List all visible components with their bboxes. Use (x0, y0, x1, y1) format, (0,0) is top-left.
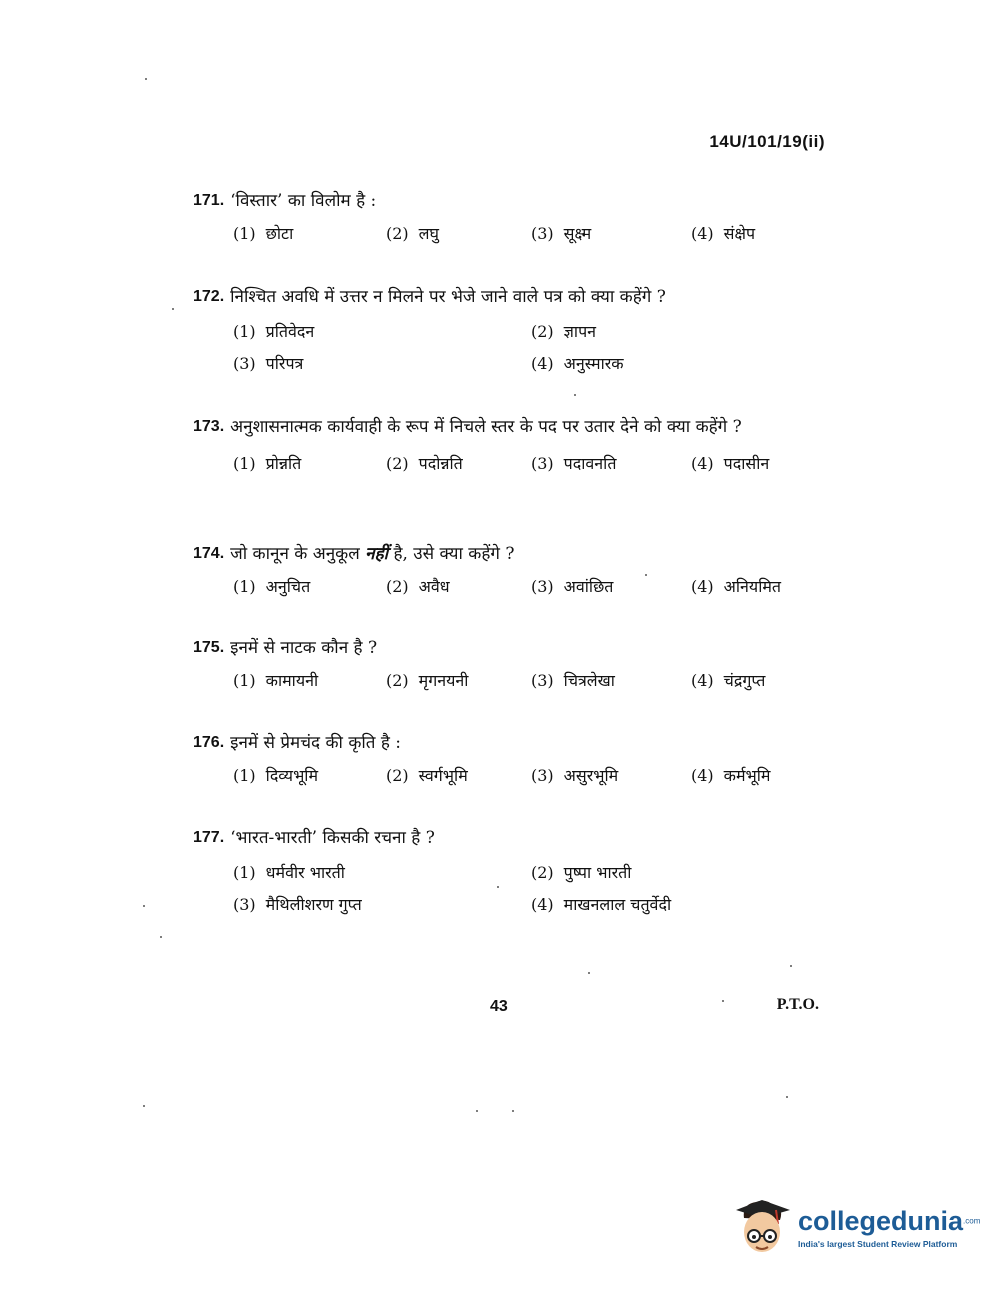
question-text: निश्चित अवधि में उत्तर न मिलने पर भेजे जाने वाले पत्र को क्या कहेंगे ? (230, 287, 666, 307)
option-4: (4) पदासीन (691, 454, 770, 473)
question-176 (193, 728, 833, 786)
scan-speck (574, 394, 576, 396)
option-3: (3) असुरभूमि (531, 766, 619, 785)
question-number: 175. (193, 639, 225, 656)
option-1: (1) प्रोन्नति (233, 454, 302, 473)
scan-speck (645, 574, 647, 576)
option-1: (1) कामायनी (233, 671, 319, 690)
option-4: (4) अनियमित (691, 577, 782, 596)
scan-speck (172, 308, 174, 310)
option-3: (3) चित्रलेखा (531, 671, 615, 690)
options (193, 861, 833, 915)
options (193, 575, 833, 597)
emphasis-word: नहीं (365, 544, 389, 564)
option-4: (4) माखनलाल चतुर्वेदी (531, 895, 672, 914)
option-2: (2) स्वर्गभूमि (386, 766, 468, 785)
option-2: (2) लघु (386, 224, 439, 243)
option-4: (4) चंद्रगुप्त (691, 671, 766, 690)
question-number: 176. (193, 734, 225, 751)
options (193, 222, 833, 244)
question-text: इनमें से प्रेमचंद की कृति है : (230, 733, 402, 753)
option-3: (3) परिपत्र (233, 354, 304, 373)
scan-speck (143, 905, 145, 907)
option-1: (1) अनुचित (233, 577, 311, 596)
mascot-icon (732, 1196, 792, 1260)
page-code: 14U/101/19(ii) (709, 132, 825, 151)
option-2: (2) अवैध (386, 577, 450, 596)
pto-label: P.T.O. (776, 996, 819, 1013)
options (193, 452, 833, 474)
question-text: इनमें से नाटक कौन है ? (230, 638, 378, 658)
question-text: जो कानून के अनुकूल नहीं है, उसे क्या कहेंगे ? (230, 544, 515, 564)
option-4: (4) संक्षेप (691, 224, 756, 243)
options (193, 669, 833, 691)
question-number: 173. (193, 418, 225, 435)
scan-speck (722, 1000, 724, 1002)
options (193, 764, 833, 786)
option-1: (1) प्रतिवेदन (233, 322, 315, 341)
option-1: (1) धर्मवीर भारती (233, 863, 345, 882)
brand-tagline: India's largest Student Review Platform (798, 1238, 958, 1249)
option-1: (1) दिव्यभूमि (233, 766, 319, 785)
option-2: (2) मृगनयनी (386, 671, 469, 690)
scan-speck (145, 78, 147, 80)
option-2: (2) पुष्पा भारती (531, 863, 632, 882)
question-text: ‘विस्तार’ का विलोम है : (230, 191, 377, 211)
option-3: (3) सूक्ष्म (531, 224, 592, 243)
option-4: (4) कर्मभूमि (691, 766, 771, 785)
scan-speck (497, 886, 499, 888)
scan-speck (790, 965, 792, 967)
question-number: 174. (193, 545, 225, 562)
question-173 (193, 412, 833, 474)
question-number: 177. (193, 829, 225, 846)
scan-speck (143, 1105, 145, 1107)
option-2: (2) पदोन्नति (386, 454, 463, 473)
question-number: 171. (193, 192, 225, 209)
option-3: (3) पदावनति (531, 454, 617, 473)
question-171 (193, 186, 833, 244)
brand-name: collegedunia$^{.com}$ (798, 1205, 981, 1236)
scan-speck (160, 936, 162, 938)
question-177 (193, 823, 833, 915)
scan-speck (786, 1096, 788, 1098)
option-1: (1) छोटा (233, 224, 294, 243)
question-text: ‘भारत-भारती’ किसकी रचना है ? (230, 828, 435, 848)
option-4: (4) अनुस्मारक (531, 354, 624, 373)
option-3: (3) मैथिलीशरण गुप्त (233, 895, 362, 914)
collegedunia-logo (732, 1196, 980, 1260)
scan-speck (588, 972, 590, 974)
scan-speck (476, 1110, 478, 1112)
question-number: 172. (193, 288, 225, 305)
question-175 (193, 633, 833, 691)
scan-speck (512, 1110, 514, 1112)
page-number: 43 (490, 998, 508, 1015)
question-172 (193, 282, 833, 374)
question-text: अनुशासनात्मक कार्यवाही के रूप में निचले स्तर के पद पर उतार देने को क्या कहेंगे ? (230, 417, 742, 437)
options (193, 320, 833, 374)
question-174 (193, 539, 833, 597)
option-3: (3) अवांछित (531, 577, 614, 596)
option-2: (2) ज्ञापन (531, 322, 597, 341)
